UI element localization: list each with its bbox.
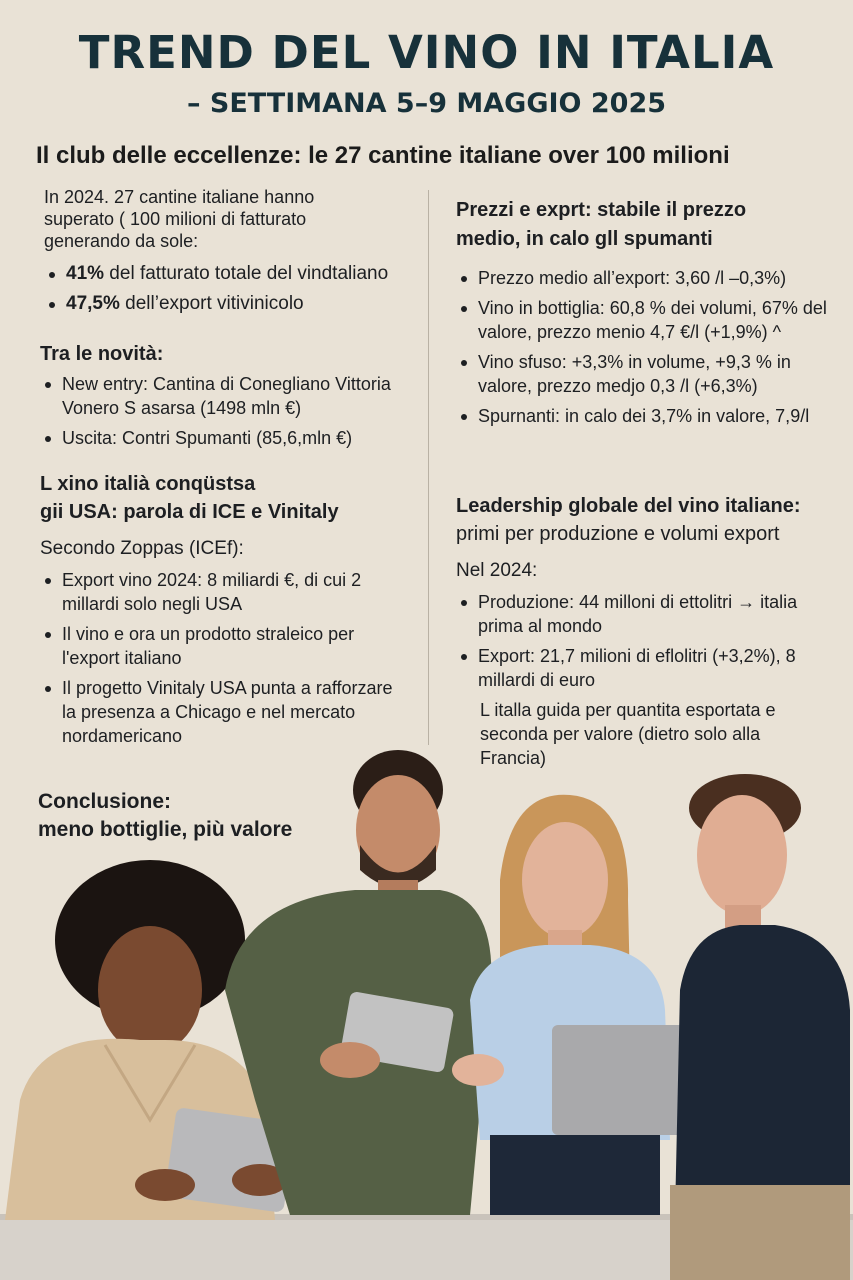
column-divider xyxy=(428,190,429,745)
usa-section xyxy=(40,470,420,754)
person-blonde-woman xyxy=(452,795,732,1215)
page-title: TREND DEL VINO IN ITALIA xyxy=(78,26,775,79)
list-item: Il vino e ora un prodotto straleico per l'export italiano xyxy=(40,622,392,670)
page-subtitle: – SETTIMANA 5–9 MAGGIO 2025 xyxy=(186,88,667,119)
leadership-intro: Nel 2024: xyxy=(456,560,538,581)
intro-section xyxy=(44,186,424,322)
list-item xyxy=(44,262,424,286)
conclusion-title: Conclusione: xyxy=(38,790,172,813)
list-item: Export vino 2024: 8 miliardi €, di cui 2 millardi solo negli USA xyxy=(40,568,412,616)
leadership-list xyxy=(456,590,841,692)
prices-section xyxy=(456,196,836,434)
list-item: Uscita: Contri Spumanti (85,6,mln €) xyxy=(40,426,420,450)
list-item: Export: 21,7 milioni di eflolitri (+3,2%), 8 millardi di euro xyxy=(456,644,848,692)
conclusion-text: meno bottiglie, più valore xyxy=(38,818,293,841)
novita-section xyxy=(40,340,420,456)
leadership-subtitle: primi per produzione e volumi export xyxy=(456,523,780,545)
list-item: Prezzo mediо all’export: 3,60 /l –0,3%) xyxy=(456,266,836,290)
list-item xyxy=(44,292,424,316)
person-seated-woman xyxy=(5,860,296,1220)
prices-list xyxy=(456,266,836,428)
list-item: Vino sfuso: +3,3% in volume, +9,3 % in valore, prezzo medjo 0,3 /l (+6,3%) xyxy=(456,350,838,398)
novita-list xyxy=(40,372,420,450)
stat-text: del fatturato totale del vindtaliano xyxy=(104,263,389,284)
usa-title-line2: gii USA: parola di ICE e Vinitaly xyxy=(40,501,339,523)
prices-title: Prezzi e exprt: stabile il prezzo medio, in calo gll spumanti xyxy=(456,199,747,250)
usa-list xyxy=(40,568,420,748)
stat-value: 47,5% xyxy=(66,293,120,314)
tablet xyxy=(340,991,455,1073)
stat-text: dell’export vitivinicolo xyxy=(119,293,304,314)
laptop xyxy=(552,1025,732,1135)
stats-list xyxy=(44,262,424,316)
conclusion-section xyxy=(38,788,418,844)
list-item: Spurnanti: in calo dei 3,7% in valore, 7,9/l xyxy=(456,404,828,428)
table-surface xyxy=(0,1218,853,1280)
leadership-title: Leadership globale del vino italiane: xyxy=(456,495,801,517)
intro-text: In 2024. 27 cantine italiane hanno superato ( 100 milioni di fatturato generando da sole: xyxy=(44,187,315,251)
headline: Il club delle eccellenze: le 27 cantine italiane over 100 milioni xyxy=(36,142,730,169)
stat-value: 41% xyxy=(66,263,105,284)
leadership-note: L italla guida per quantita esportata e seconda per valore (dietro solo alla Francia) xyxy=(480,700,776,768)
person-young-man xyxy=(670,774,850,1280)
usa-intro: Secondo Zoppas (ICEf): xyxy=(40,538,244,559)
tablet xyxy=(164,1107,295,1213)
list-item: New entry: Cantina di Conegliano Vittoria Vonero S asarsa (1498 mln €) xyxy=(40,372,402,420)
list-item: Il progetto Vinitaly USA punta a rafforzare la presenza a Chicago e nel mercato nordamericano xyxy=(40,676,402,748)
leadership-section xyxy=(456,492,841,770)
novita-title: Tra le novità: xyxy=(40,343,164,365)
list-item: Produzione: 44 milloni di ettolitri → italia prima al mondo xyxy=(456,590,818,638)
usa-title-line1: L xino italià conqüstsa xyxy=(40,473,256,495)
list-item: Vino in bottiglia: 60,8 % dei volumi, 67% del valore, prezzo menio 4,7 €/l (+1,9%) ^ xyxy=(456,296,828,344)
